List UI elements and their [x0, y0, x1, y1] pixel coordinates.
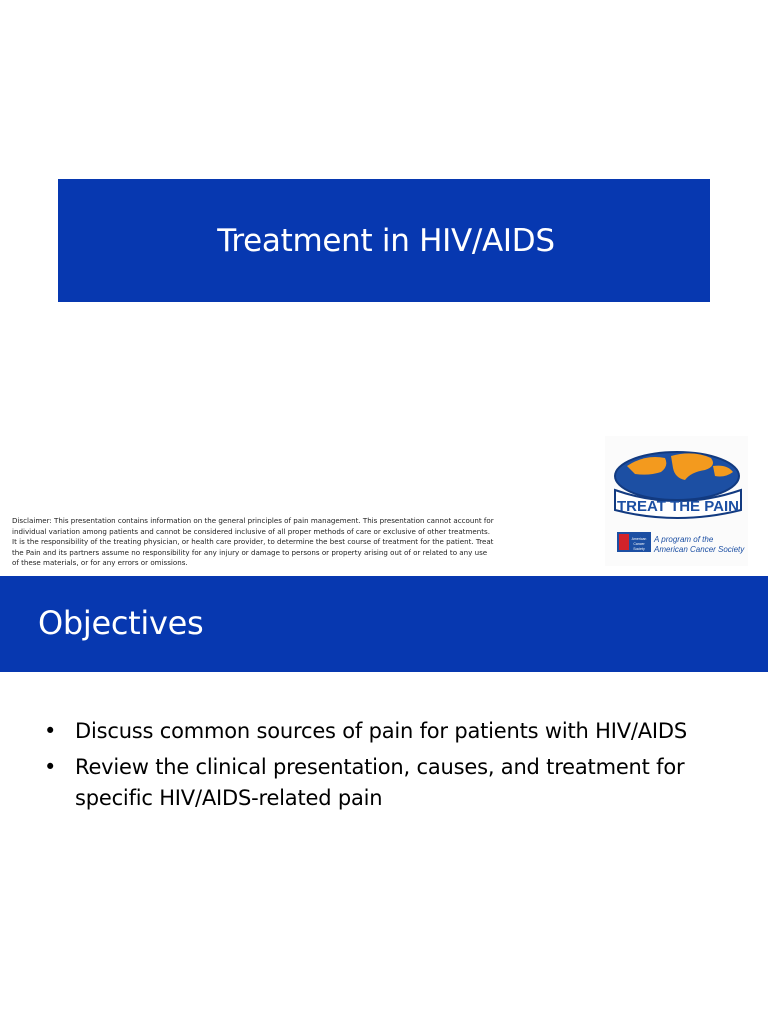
bullet-icon: • [44, 719, 57, 743]
slide-title: Treatment in HIV/AIDS [217, 222, 555, 259]
bullet-text: Review the clinical presentation, causes, and treatment for specific HIV/AIDS-related pain [75, 755, 685, 810]
objectives-list [44, 716, 724, 819]
bullet-icon: • [44, 755, 57, 779]
objectives-banner [0, 576, 768, 672]
objectives-title: Objectives [38, 604, 204, 642]
bullet-text: Discuss common sources of pain for patients with HIV/AIDS [75, 719, 687, 743]
svg-text:American: American [631, 537, 647, 541]
disclaimer-text: Disclaimer: This presentation contains information on the general principles of pain management. This presentation cannot account for individual variation among patients and cannot be considered inclusive of all proper methods of care or exclusive of other treatments. It is the responsibility of the treating physician, or health care provider, to determine the best course of treatment for the patient. Treat the Pain and its partners assume no responsibility for any injury or damage to persons or property arising out of or related to any use of these materials, or for any errors or omissions. [12, 516, 494, 567]
list-item [44, 716, 724, 747]
logo-tagline-1: A program of the [654, 535, 714, 544]
svg-text:Society: Society [633, 547, 645, 551]
list-item [44, 752, 724, 814]
treat-the-pain-logo [605, 436, 748, 566]
logo-tagline-2: American Cancer Society [654, 545, 745, 554]
title-banner [58, 179, 710, 302]
svg-text:Cancer: Cancer [633, 542, 645, 546]
logo-wordmark: TREAT THE PAIN [617, 498, 739, 515]
